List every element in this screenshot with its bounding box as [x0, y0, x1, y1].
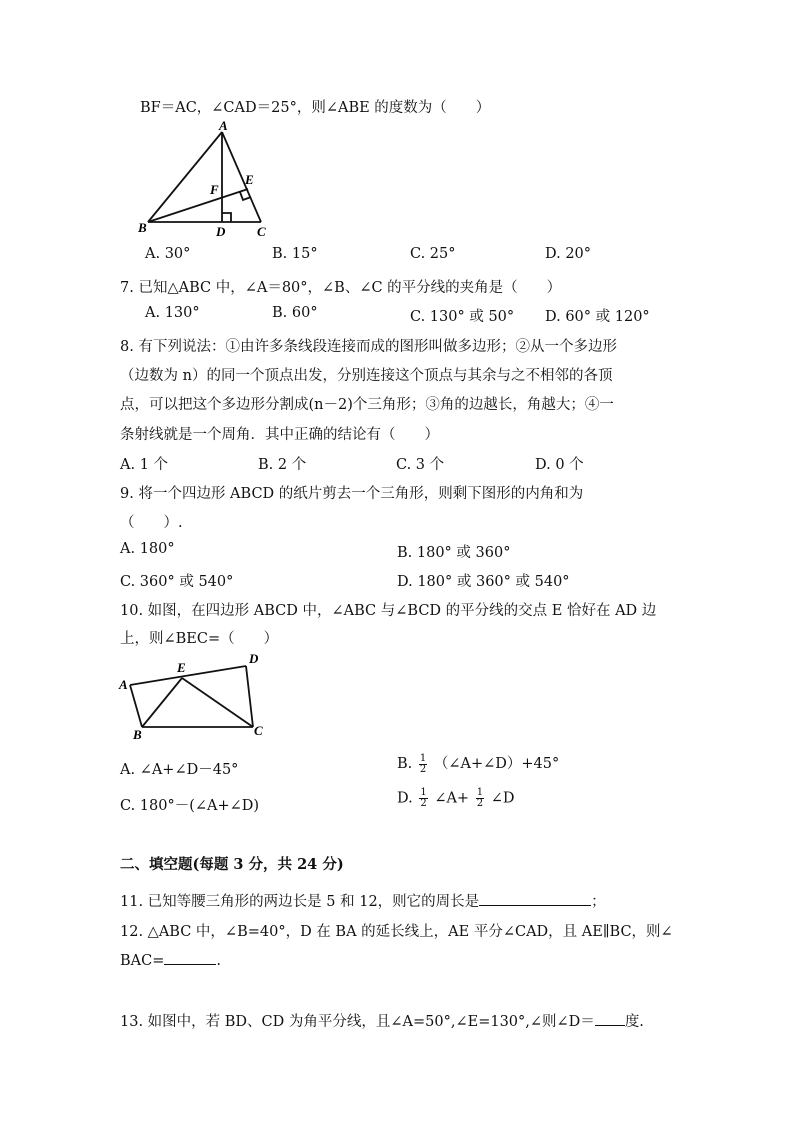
q11-end: ； [591, 894, 606, 910]
q9-option-d: D. 180° 或 360° 或 540° [397, 574, 570, 590]
q10-option-d [397, 788, 514, 809]
q10-line-1: 10. 如图，在四边形 ABCD 中，∠ABC 与∠BCD 的平分线的交点 E 恰好在 AD 边 [120, 603, 657, 619]
q6-side-ab [148, 132, 222, 222]
q10-option-b-prefix: B. [397, 756, 413, 772]
q13-line [120, 1010, 644, 1031]
q9-line-2: （ ）. [120, 515, 183, 531]
q10-line-2: 上，则∠BEC=（ ） [120, 631, 279, 647]
q10-option-d-fraction-2-den: 2 [476, 798, 484, 809]
q6-label-c: C [257, 224, 266, 239]
q8-line-3: 点，可以把这个多边形分割成(n－2)个三角形；③角的边越长，角越大；④一 [120, 397, 614, 413]
section-2-heading: 二、填空题(每题 3 分，共 24 分) [120, 856, 344, 873]
q9-option-c: C. 360° 或 540° [120, 574, 234, 590]
q10-option-a: A. ∠A+∠D－45° [120, 762, 239, 778]
q10-side-cd [246, 666, 253, 727]
q7-option-c: C. 130° 或 50° [410, 309, 515, 325]
q6-option-c: C. 25° [410, 246, 456, 262]
q6-label-a: A [219, 118, 228, 133]
q6-segment-be [148, 189, 248, 222]
q12-end: . [216, 953, 221, 969]
q10-option-d-mid: ∠A+ [434, 790, 470, 807]
q9-line-1: 9. 将一个四边形 ABCD 的纸片剪去一个三角形，则剩下图形的内角和为 [120, 486, 584, 502]
q7-option-d: D. 60° 或 120° [545, 309, 650, 325]
q10-label-a: A [119, 677, 128, 692]
q12-line-2 [120, 950, 221, 969]
q10-side-ab [130, 685, 142, 727]
q10-option-b [397, 752, 559, 775]
q7-option-b: B. 60° [272, 305, 318, 321]
q10-segment-ce [182, 678, 253, 727]
q12-line-1: 12. △ABC 中，∠B=40°，D 在 BA 的延长线上，AE 平分∠CAD，且 AE∥BC，则∠ [120, 924, 673, 940]
q8-line-2: （边数为 n）的同一个顶点出发，分别连接这个顶点与其余与之不相邻的各顶 [120, 368, 613, 384]
q8-option-a: A. 1 个 [120, 457, 169, 473]
q6-right-angle-d [222, 213, 231, 222]
q10-label-e: E [177, 660, 186, 675]
q11-answer-blank[interactable] [479, 891, 591, 906]
q13-answer-blank[interactable] [595, 1011, 625, 1026]
q6-triangle-figure [130, 118, 280, 240]
q6-side-ac [222, 132, 261, 222]
q11-text: 11. 已知等腰三角形的两边长是 5 和 12，则它的周长是 [120, 894, 480, 910]
q13-text: 13. 如图中，若 BD、CD 为角平分线，且∠A=50°,∠E=130°,∠则∠D＝ [120, 1014, 595, 1030]
q10-option-b-fraction-num: 1 [419, 752, 427, 764]
q13-end: 度. [624, 1014, 644, 1030]
q7-text: 7. 已知△ABC 中，∠A＝80°，∠B、∠C 的平分线的夹角是（ ） [120, 280, 562, 296]
q10-option-d-fraction-2 [476, 788, 484, 809]
q6-label-d: D [216, 224, 226, 239]
q10-option-b-fraction-den: 2 [419, 763, 427, 775]
q11-line [120, 890, 606, 911]
q10-option-d-fraction-1-den: 2 [420, 798, 427, 809]
q6-stem-tail: BF＝AC，∠CAD＝25°，则∠ABE 的度数为（ ） [140, 100, 491, 116]
q6-label-e: E [245, 172, 254, 187]
q12-line-2-text: BAC= [120, 953, 165, 969]
q8-option-c: C. 3 个 [396, 457, 445, 473]
q6-label-b: B [138, 220, 147, 235]
q10-option-d-suffix: ∠D [490, 790, 515, 807]
q10-option-b-fraction [419, 754, 427, 775]
q7-option-a: A. 130° [145, 305, 200, 321]
q10-label-c: C [254, 723, 263, 738]
q12-answer-blank[interactable] [164, 950, 216, 965]
q10-option-c: C. 180°－(∠A+∠D) [120, 798, 260, 814]
q10-option-d-fraction-2-num: 1 [476, 787, 484, 798]
q10-option-d-prefix: D. [397, 790, 413, 807]
q10-option-d-fraction-1 [419, 788, 427, 809]
q6-label-f: F [210, 182, 219, 197]
q10-label-d: D [249, 651, 259, 666]
q9-option-a: A. 180° [120, 541, 175, 557]
q6-option-a: A. 30° [145, 246, 191, 262]
q10-quadrilateral-figure [118, 650, 270, 742]
q10-option-b-suffix: （∠A+∠D）+45° [433, 756, 560, 772]
q10-segment-be [142, 678, 182, 727]
q8-line-1: 8. 有下列说法：①由许多条线段连接而成的图形叫做多边形；②从一个多边形 [120, 339, 617, 355]
q10-label-b: B [133, 727, 142, 742]
q8-option-d: D. 0 个 [535, 457, 584, 473]
q10-option-d-fraction-1-num: 1 [420, 787, 427, 798]
q6-option-d: D. 20° [545, 246, 592, 262]
q8-line-4: 条射线就是一个周角．其中正确的结论有（ ） [120, 427, 439, 443]
q9-option-b: B. 180° 或 360° [397, 545, 511, 561]
q8-option-b: B. 2 个 [258, 457, 307, 473]
q6-option-b: B. 15° [272, 246, 318, 262]
